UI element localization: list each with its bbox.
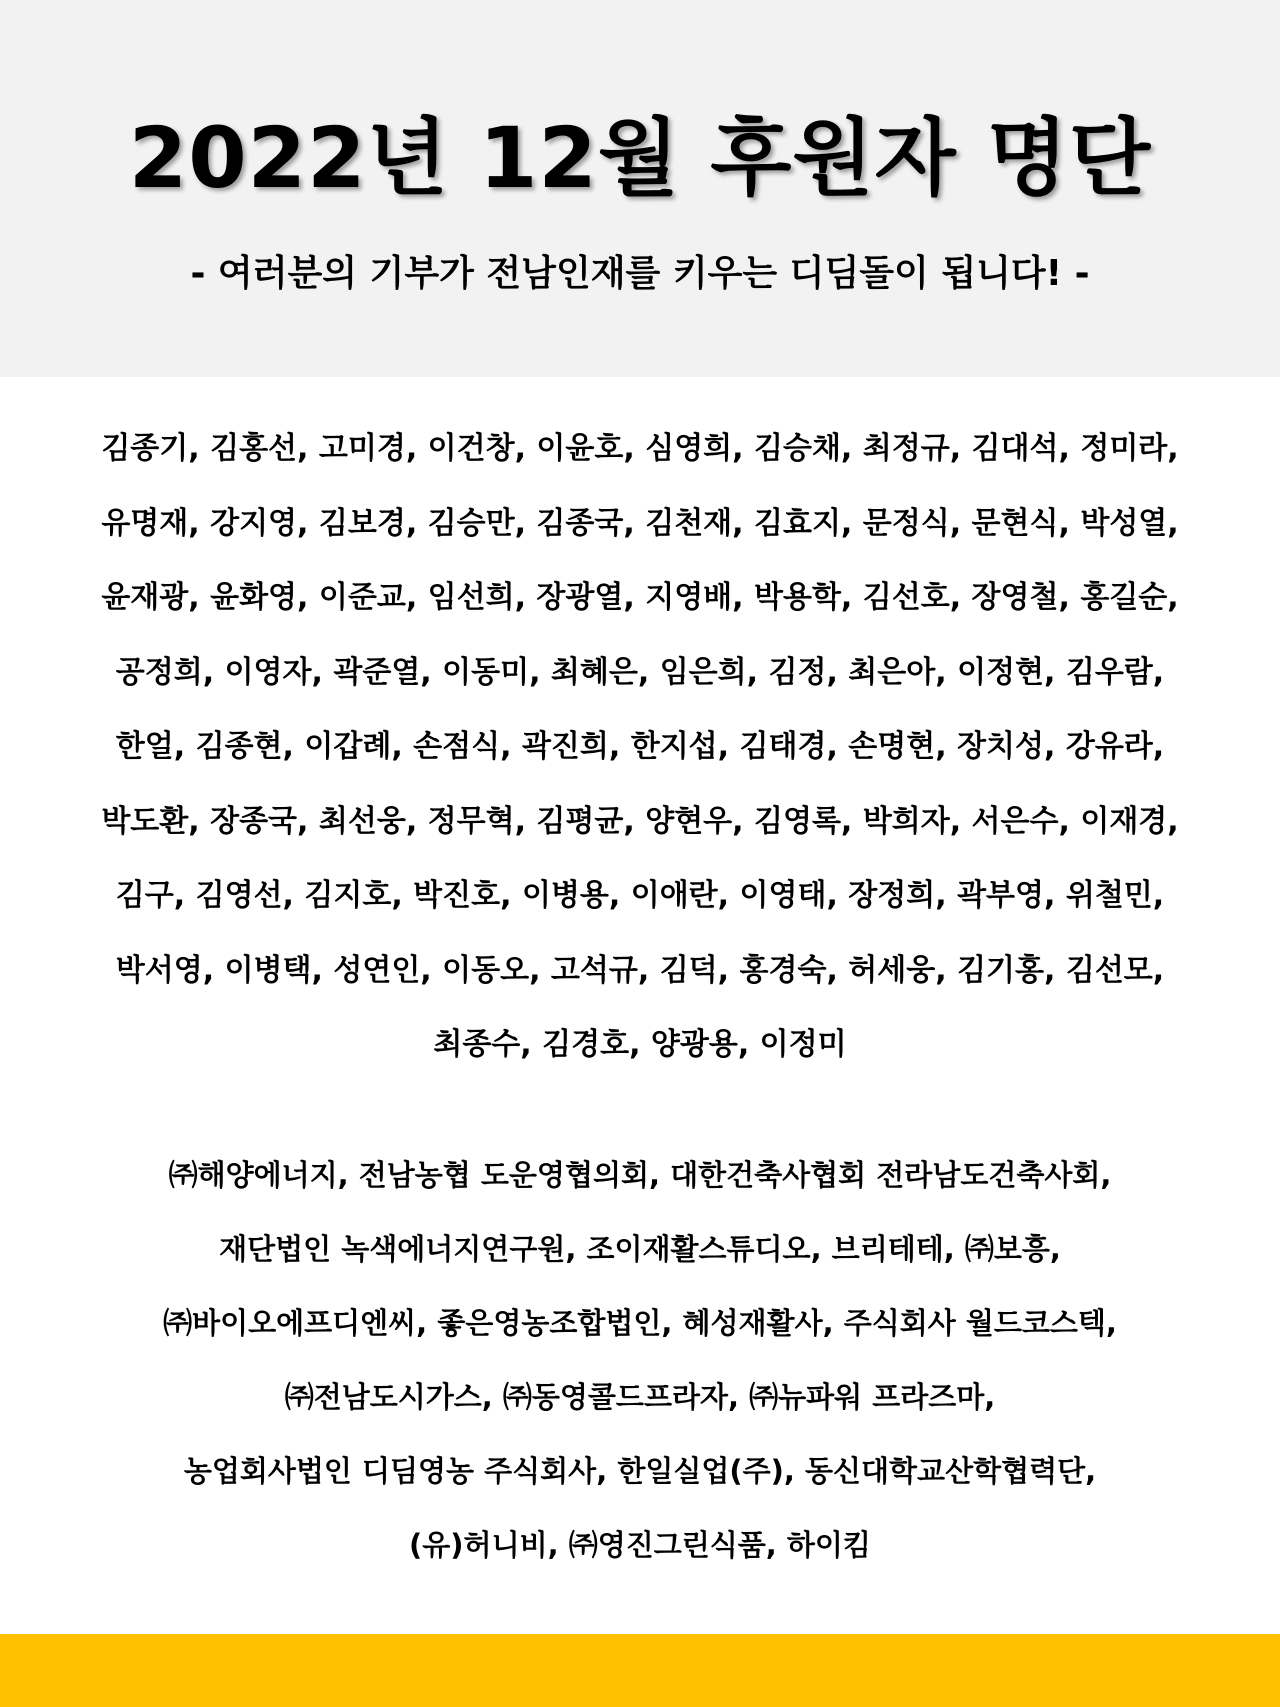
org-line: 농업회사법인 디딤영농 주식회사, 한일실업(주), 동신대학교산학협력단, bbox=[183, 1454, 1097, 1488]
donor-line: 윤재광, 윤화영, 이준교, 임선희, 장광열, 지영배, 박용학, 김선호, 장영철, 홍길순, bbox=[101, 580, 1179, 615]
donor-line: 유명재, 강지영, 김보경, 김승만, 김종국, 김천재, 김효지, 문정식, 문현식, 박성열, bbox=[101, 505, 1179, 541]
donor-line: 최종수, 김경호, 양광용, 이정미 bbox=[433, 1027, 847, 1062]
donor-line: 박도환, 장종국, 최선웅, 정무혁, 김평균, 양현우, 김영록, 박희자, 서은수, 이재경, bbox=[101, 803, 1179, 839]
org-line: ㈜바이오에프디엔씨, 좋은영농조합법인, 혜성재활사, 주식회사 월드코스텍, bbox=[163, 1306, 1117, 1340]
donor-line: 한얼, 김종현, 이갑례, 손점식, 곽진희, 한지섭, 김태경, 손명현, 장치성, 강유라, bbox=[115, 729, 1165, 764]
footer-bar bbox=[0, 1634, 1280, 1707]
donor-line: 김종기, 김홍선, 고미경, 이건창, 이윤호, 심영희, 김승채, 최정규, 김대석, 정미라, bbox=[101, 431, 1179, 466]
organization-donor-list bbox=[0, 1150, 1280, 1594]
org-line: ㈜해양에너지, 전남농협 도운영협의회, 대한건축사협회 전라남도건축사회, bbox=[168, 1158, 1112, 1192]
org-line: ㈜전남도시가스, ㈜동영콜드프라자, ㈜뉴파워 프라즈마, bbox=[284, 1380, 996, 1414]
donor-line: 공정희, 이영자, 곽준열, 이동미, 최혜은, 임은희, 김정, 최은아, 이정현, 김우람, bbox=[115, 654, 1165, 690]
page-title: 2022년 12월 후원자 명단 bbox=[128, 109, 1152, 207]
org-line: 재단법인 녹색에너지연구원, 조이재활스튜디오, 브리테테, ㈜보흥, bbox=[219, 1232, 1061, 1266]
page-subtitle: - 여러분의 기부가 전남인재를 키우는 디딤돌이 됩니다! - bbox=[190, 253, 1090, 294]
individual-donor-list bbox=[0, 424, 1280, 1095]
donor-line: 김구, 김영선, 김지호, 박진호, 이병용, 이애란, 이영태, 장정희, 곽부영, 위철민, bbox=[115, 878, 1165, 913]
org-line: (유)허니비, ㈜영진그린식품, 하이킴 bbox=[409, 1528, 871, 1562]
donor-line: 박서영, 이병택, 성연인, 이동오, 고석규, 김덕, 홍경숙, 허세웅, 김기홍, 김선모, bbox=[115, 952, 1165, 988]
header-banner bbox=[0, 0, 1280, 377]
